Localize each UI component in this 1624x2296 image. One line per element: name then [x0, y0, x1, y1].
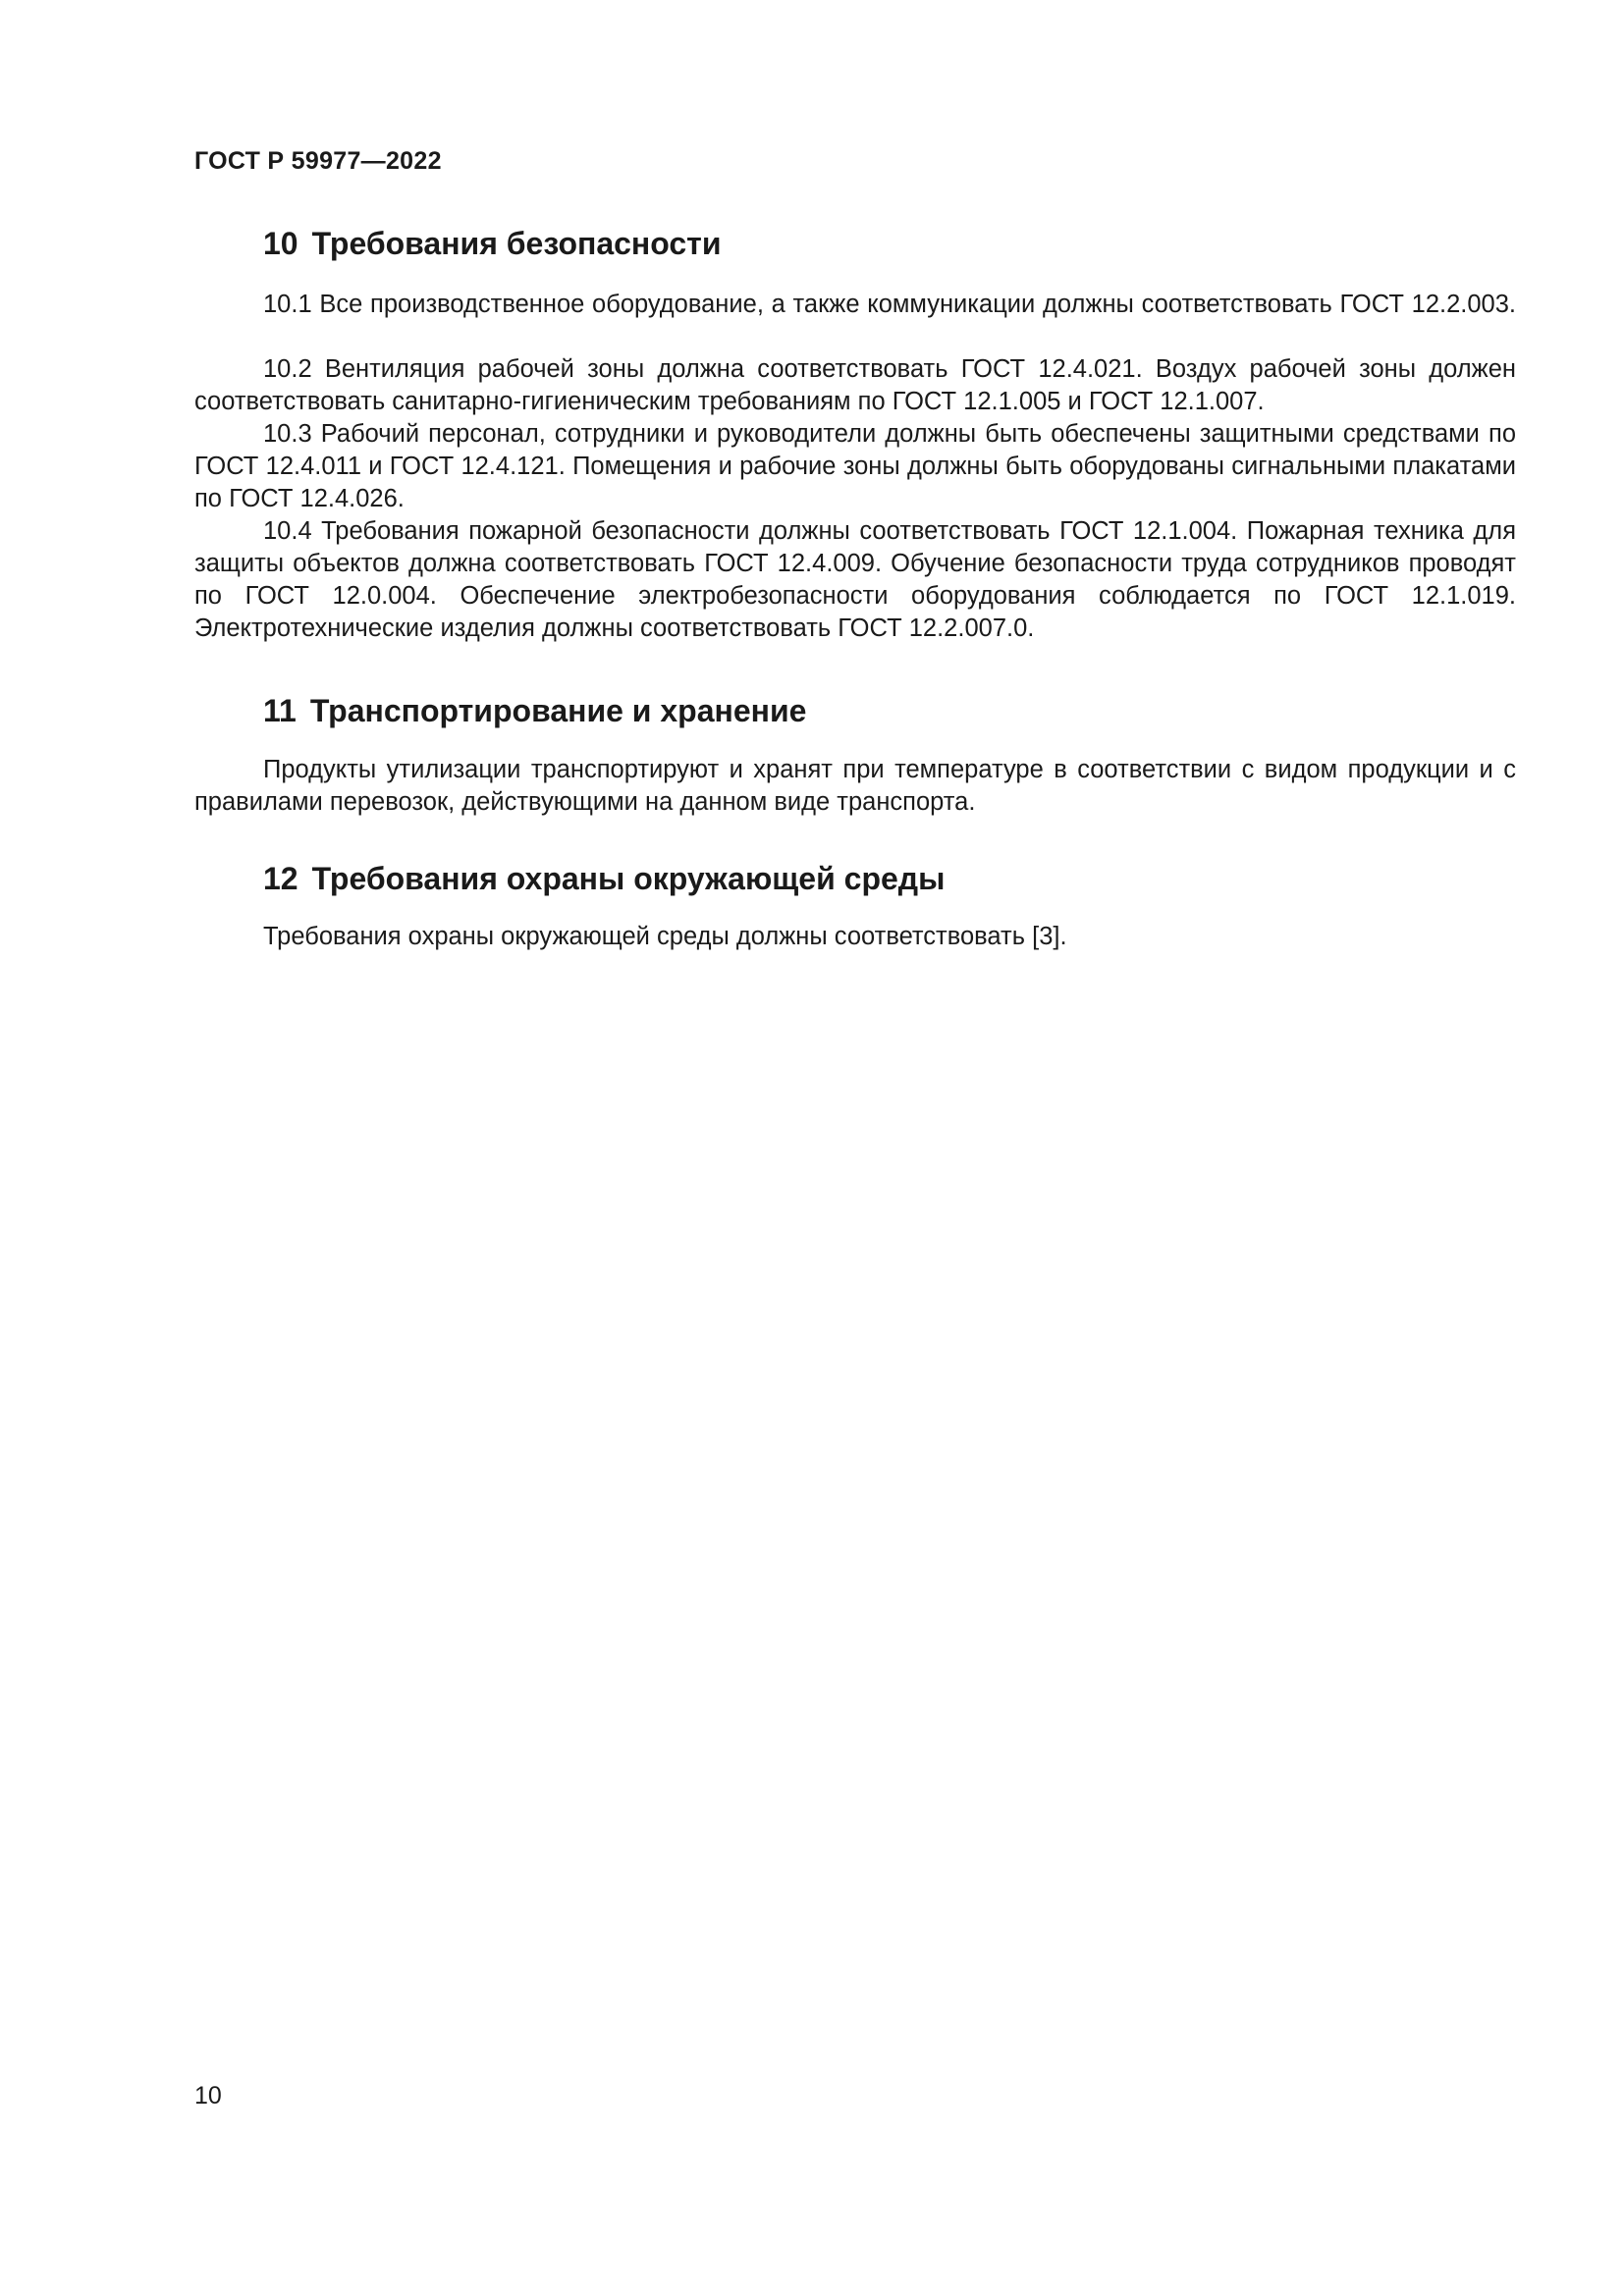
section-number: 11	[263, 693, 297, 728]
document-code-header: ГОСТ Р 59977—2022	[194, 147, 442, 175]
paragraph-10-1: 10.1 Все производственное оборудование, а также коммуникации должны соответствовать ГОСТ 12.2.003.	[263, 291, 1516, 318]
paragraph-11: Продукты утилизации транспортируют и хранят при температуре в соответствии с видом продукции и с правилами перевозок, действующими на данном виде транспорта.	[194, 756, 1516, 816]
section-10-heading	[263, 226, 722, 262]
section-number: 12	[263, 861, 298, 896]
section-number: 10	[263, 226, 298, 261]
section-title-text: Требования безопасности	[311, 226, 722, 261]
section-title-text: Требования охраны окружающей среды	[311, 861, 946, 896]
section-12-heading	[263, 861, 945, 897]
section-title-text: Транспортирование и хранение	[309, 693, 807, 728]
paragraph-12: Требования охраны окружающей среды должны соответствовать [3].	[263, 923, 1067, 950]
paragraph-10-2: 10.2 Вентиляция рабочей зоны должна соответствовать ГОСТ 12.4.021. Воздух рабочей зоны должен соответствовать санитарно-гигиеническим требованиям по ГОСТ 12.1.005 и ГОСТ 12.1.007.	[194, 355, 1516, 415]
paragraph-10-4: 10.4 Требования пожарной безопасности должны соответствовать ГОСТ 12.1.004. Пожарная техника для защиты объектов должна соответствовать ГОСТ 12.4.009. Обучение безопасности труда сотрудников проводят по ГОСТ 12.0.004. Обеспечение электробезопасности оборудования соблюдается по ГОСТ 12.1.019. Электротехнические изделия должны соответствовать ГОСТ 12.2.007.0.	[194, 517, 1516, 642]
section-11-heading	[263, 693, 806, 729]
paragraph-10-3: 10.3 Рабочий персонал, сотрудники и руководители должны быть обеспечены защитными средствами по ГОСТ 12.4.011 и ГОСТ 12.4.121. Помещения и рабочие зоны должны быть оборудованы сигнальными плакатами по ГОСТ 12.4.026.	[194, 420, 1516, 512]
page-number: 10	[194, 2082, 222, 2109]
